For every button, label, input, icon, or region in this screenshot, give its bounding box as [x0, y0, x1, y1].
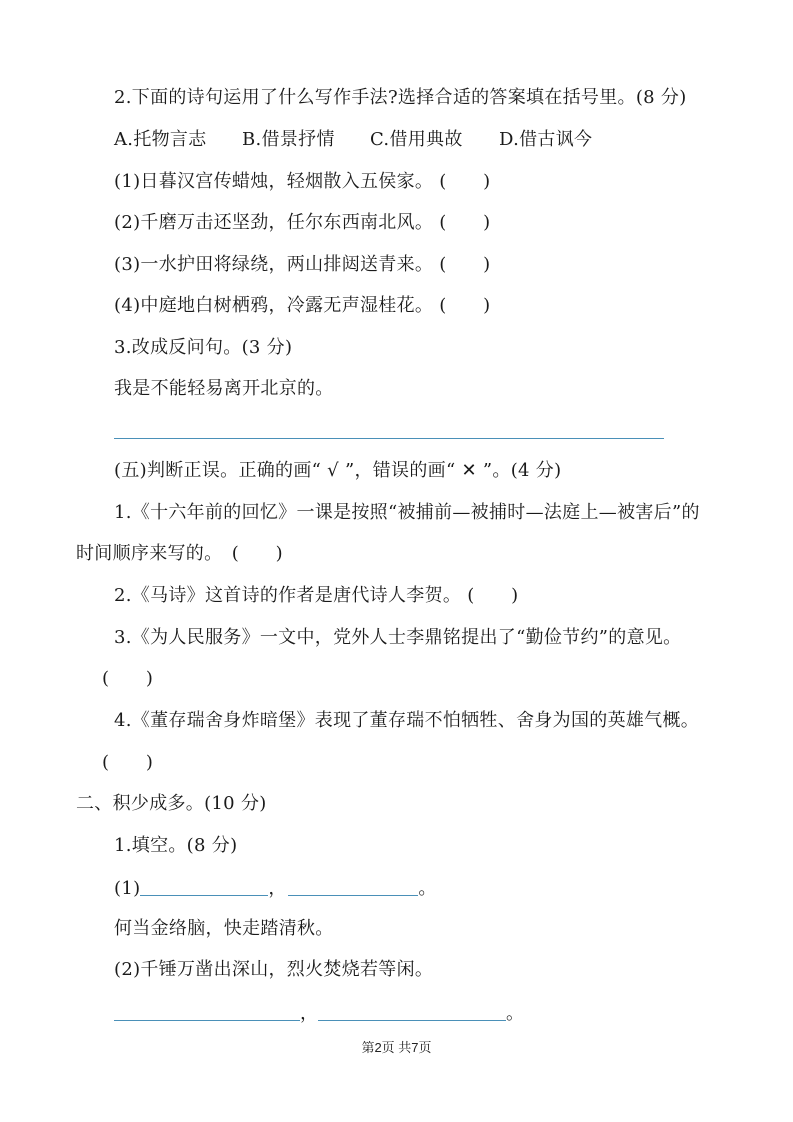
q2-options — [114, 128, 592, 152]
fill-1a-blank[interactable] — [140, 875, 268, 896]
q2-heading: 2.下面的诗句运用了什么写作手法?选择合适的答案填在括号里。(8 分) — [114, 87, 687, 108]
fill-1b-blank[interactable] — [288, 875, 418, 896]
fill-2-period: 。 — [506, 1003, 525, 1024]
q3-sentence: 我是不能轻易离开北京的。 — [114, 378, 334, 399]
q3-answer-line[interactable] — [114, 438, 664, 439]
judge-item-4-line1: 4.《董存瑞舍身炸暗堡》表现了董存瑞不怕牺牲、舍身为国的英雄气概。 — [114, 710, 700, 731]
q2-item-2: (2)千磨万击还坚劲，任尔东西南北风。 ( ) — [114, 212, 491, 233]
option-a: A.托物言志 — [114, 129, 207, 150]
q3-heading: 3.改成反问句。(3 分) — [114, 337, 293, 358]
q2-item-1: (1)日暮汉宫传蜡烛，轻烟散入五侯家。 ( ) — [114, 171, 491, 192]
fill-2a-blank[interactable] — [114, 1000, 300, 1021]
section5-heading: (五)判断正误。正确的画“ √ ”，错误的画“ ✕ ”。(4 分) — [114, 460, 562, 481]
fill-line-1 — [114, 875, 437, 901]
judge-item-3-line2: ( ) — [102, 668, 154, 689]
part2-sub1: 1.填空。(8 分) — [114, 835, 238, 856]
judge-item-1-line2: 时间顺序来写的。 ( ) — [76, 543, 283, 564]
fill-2-label: (2)千锤万凿出深山，烈火焚烧若等闲。 — [114, 959, 434, 980]
page-footer: 第2页 共7页 — [361, 1040, 432, 1055]
q2-item-4: (4)中庭地白树栖鸦，冷露无声湿桂花。 ( ) — [114, 295, 491, 316]
fill-1-period: 。 — [418, 878, 437, 899]
fill-1-comma: ， — [268, 878, 287, 899]
option-b: B.借景抒情 — [242, 129, 335, 150]
option-c: C.借用典故 — [370, 129, 463, 150]
poem-line-1: 何当金络脑，快走踏清秋。 — [114, 918, 334, 939]
fill-1-label: (1) — [114, 878, 141, 899]
option-d: D.借古讽今 — [499, 129, 593, 150]
part2-heading: 二、积少成多。(10 分) — [76, 793, 267, 814]
fill-line-2 — [114, 1000, 524, 1026]
judge-item-4-line2: ( ) — [102, 752, 154, 773]
judge-item-2: 2.《马诗》这首诗的作者是唐代诗人李贺。 ( ) — [114, 585, 519, 606]
q2-item-3: (3)一水护田将绿绕，两山排闼送青来。 ( ) — [114, 254, 491, 275]
fill-2-comma: ， — [300, 1003, 319, 1024]
fill-2b-blank[interactable] — [318, 1000, 506, 1021]
judge-item-1-line1: 1.《十六年前的回忆》一课是按照“被捕前—被捕时—法庭上—被害后”的 — [114, 502, 700, 523]
judge-item-3-line1: 3.《为人民服务》一文中，党外人士李鼎铭提出了“勤俭节约”的意见。 — [114, 627, 682, 648]
